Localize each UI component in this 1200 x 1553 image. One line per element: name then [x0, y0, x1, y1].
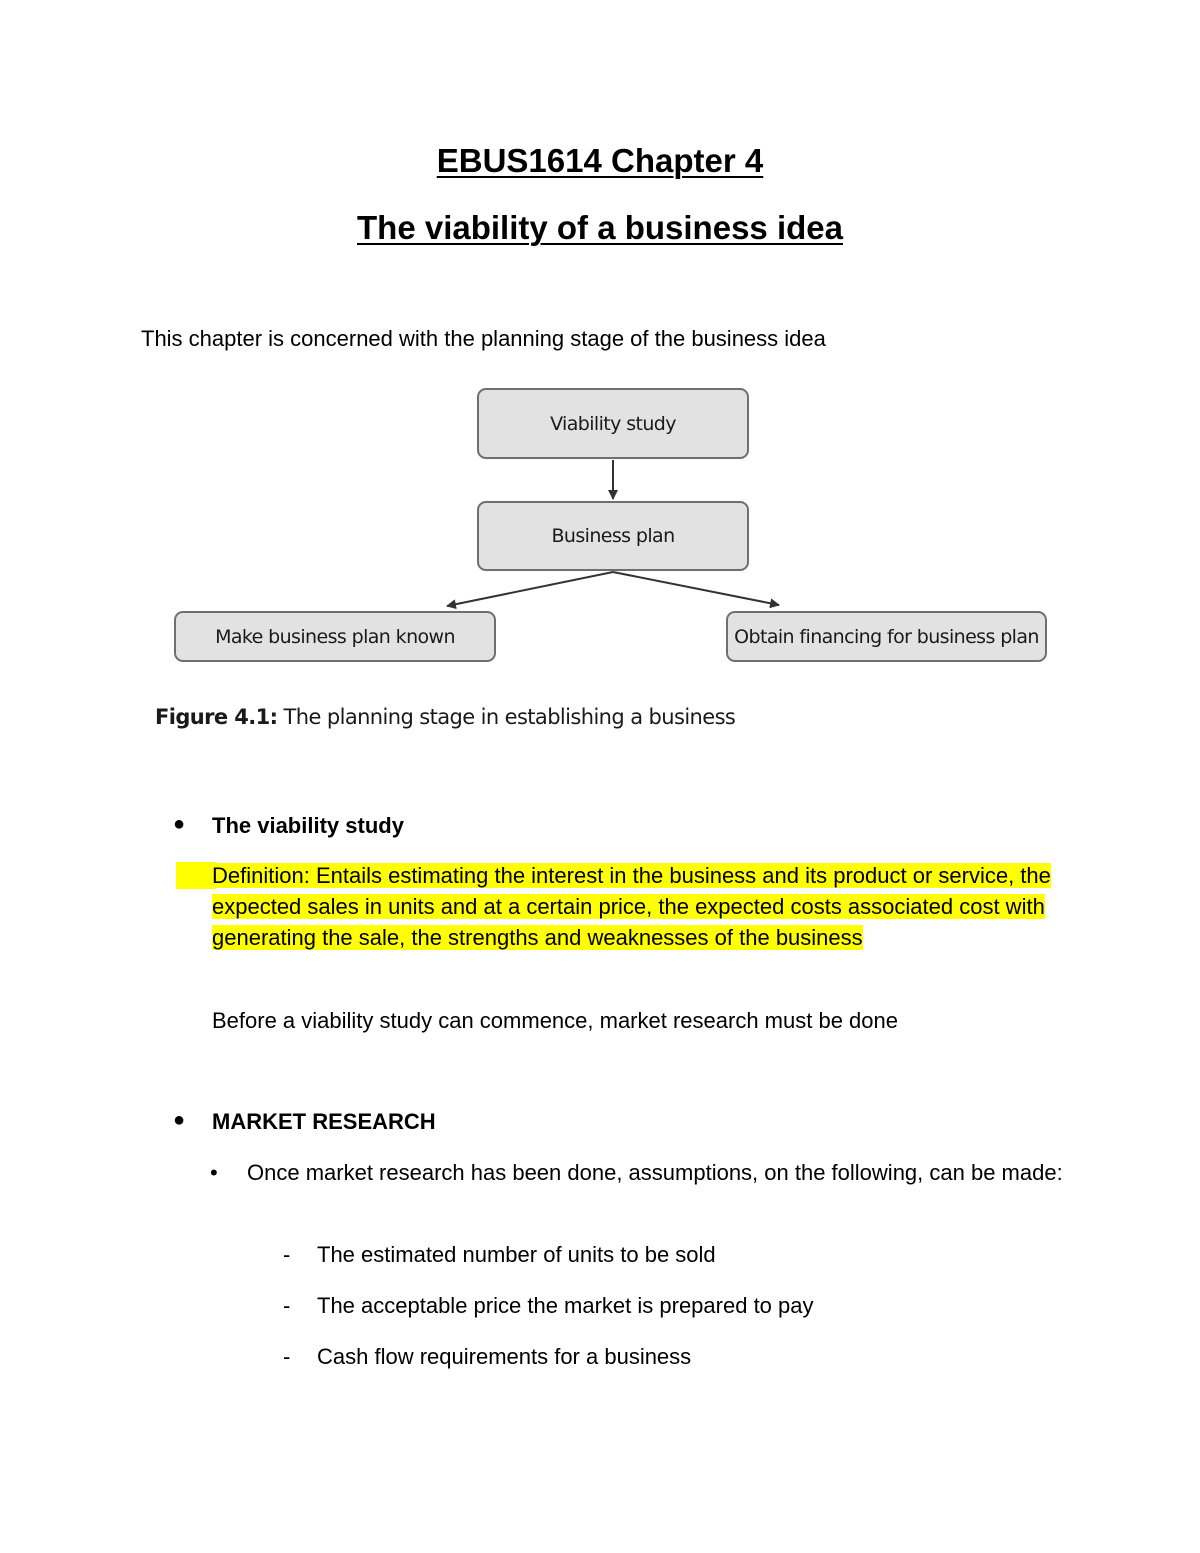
diagram-node-obtain-financing: Obtain financing for business plan — [726, 611, 1047, 662]
list-item: The estimated number of units to be sold — [317, 1242, 716, 1267]
diagram-node-make-plan-known: Make business plan known — [174, 611, 496, 662]
highlight-marker — [176, 862, 216, 889]
intro-paragraph: This chapter is concerned with the planning stage of the business idea — [141, 326, 826, 351]
list-item: Cash flow requirements for a business — [317, 1344, 692, 1369]
arrow-plan-to-make — [447, 572, 613, 606]
dash-icon: - — [283, 1344, 291, 1369]
figure-caption-text: The planning stage in establishing a business — [283, 705, 736, 729]
figure-caption — [155, 705, 735, 729]
figure-label: Figure 4.1: — [155, 705, 278, 729]
list-item: The acceptable price the market is prepared to pay — [317, 1293, 814, 1318]
diagram-node-viability-study: Viability study — [477, 388, 749, 459]
arrow-plan-to-obtain — [613, 572, 779, 605]
document-title: EBUS1614 Chapter 4 — [436, 142, 764, 179]
definition-paragraph — [212, 860, 1052, 953]
market-research-bullet: Once market research has been done, assumptions, on the following, can be made: — [247, 1160, 1063, 1185]
dash-icon: - — [283, 1293, 291, 1318]
diagram-node-business-plan: Business plan — [477, 501, 749, 571]
diagram-arrows — [0, 0, 1200, 700]
bullet-icon: ● — [173, 813, 186, 835]
section-heading-viability-study: The viability study — [212, 813, 404, 838]
document-subtitle: The viability of a business idea — [357, 209, 843, 246]
definition-highlighted-text: Definition: Entails estimating the interest in the business and its product or service, the expected sales in units and at a certain price, the expected costs associated cost with generating the sale, the strengths and weaknesses of the business — [212, 863, 1051, 950]
dash-icon: - — [283, 1242, 291, 1267]
bullet-icon: ● — [173, 1109, 186, 1131]
sub-bullet-icon: • — [210, 1160, 218, 1185]
section-heading-market-research: MARKET RESEARCH — [212, 1109, 436, 1134]
market-research-note: Before a viability study can commence, market research must be done — [212, 1008, 898, 1033]
